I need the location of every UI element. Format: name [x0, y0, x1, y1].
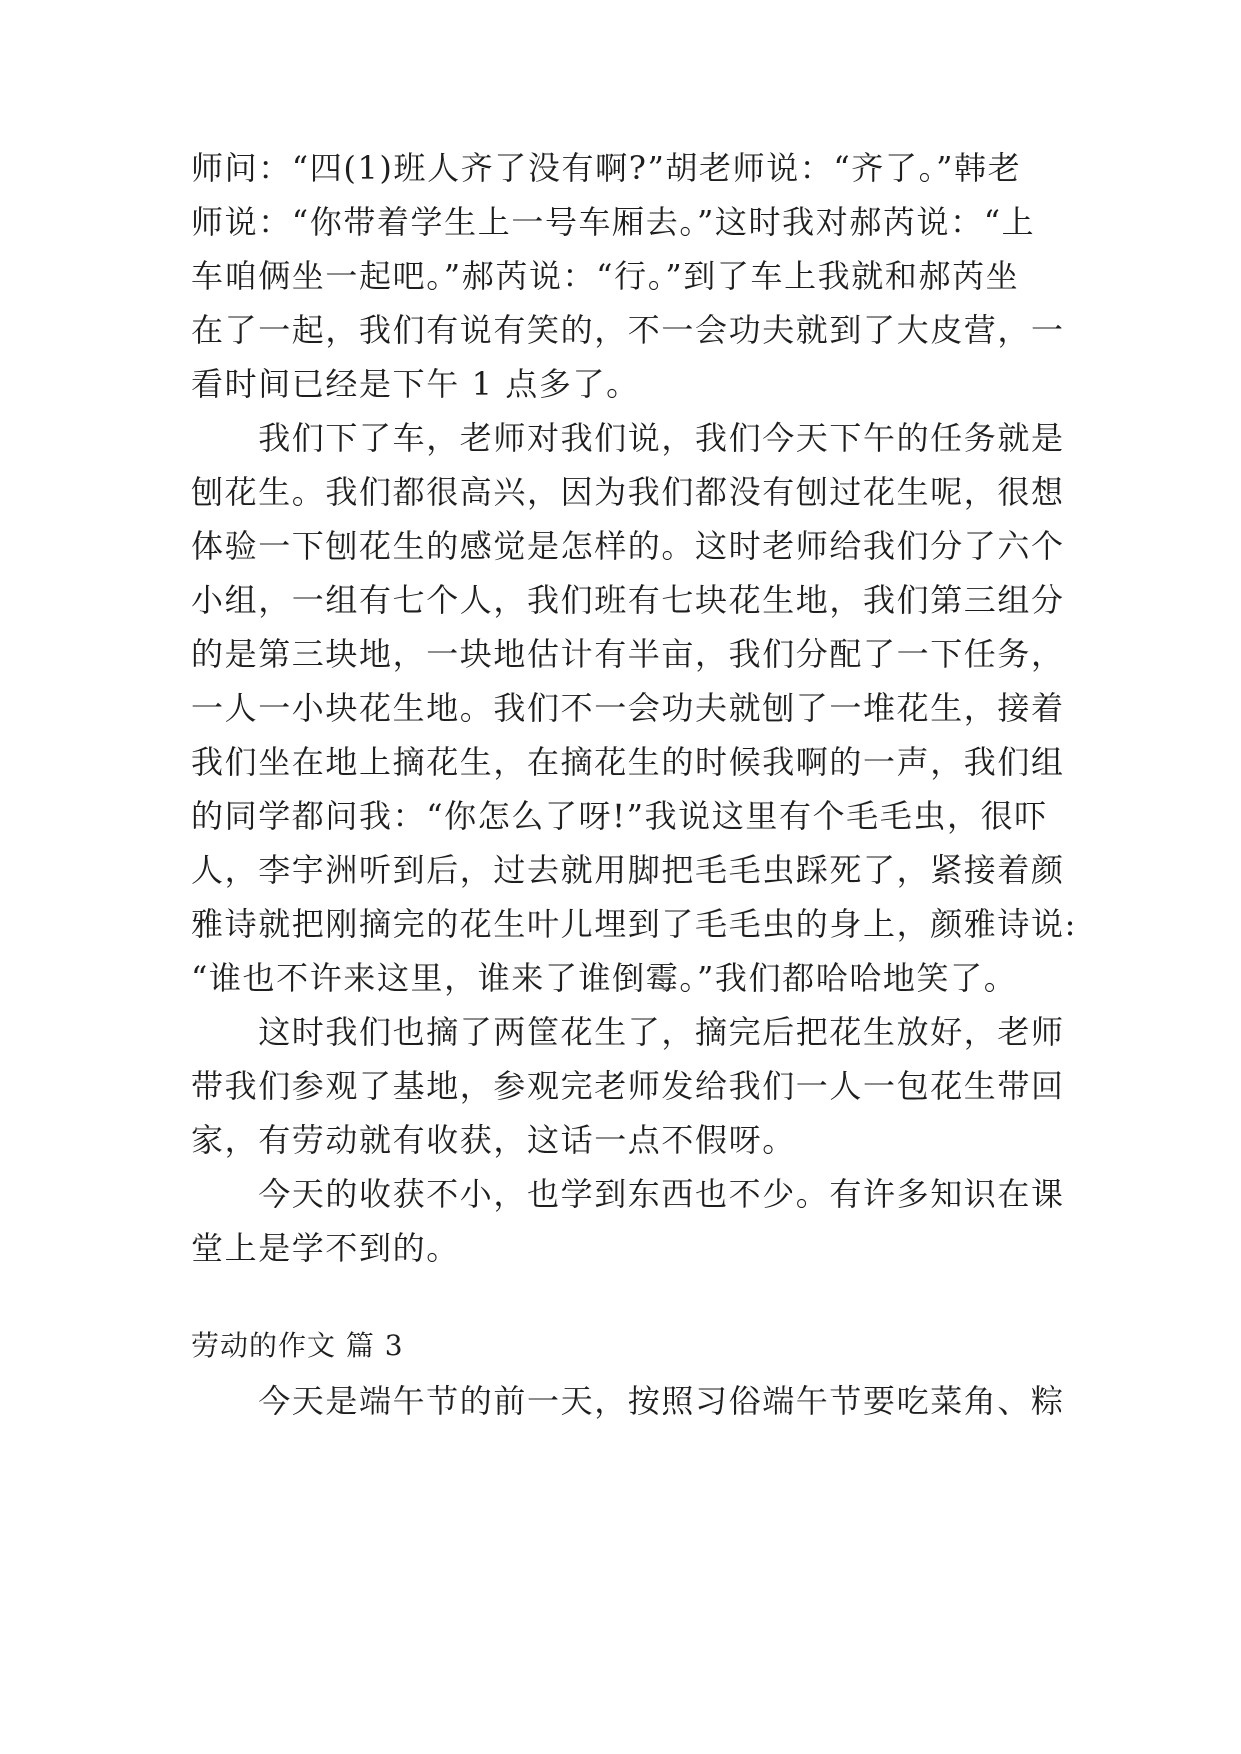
text-line: 一人一小块花生地。我们不一会功夫就刨了一堆花生，接着: [191, 689, 1065, 727]
text-line: 我们坐在地上摘花生，在摘花生的时候我啊的一声，我们组: [191, 743, 1065, 781]
section-heading: 劳动的作文 篇 3: [191, 1329, 404, 1362]
text-line: 今天是端午节的前一天，按照习俗端午节要吃菜角、粽: [191, 1382, 1065, 1420]
text-line: 在了一起，我们有说有笑的，不一会功夫就到了大皮营，一: [191, 311, 1065, 349]
text-line: 人，李宇洲听到后，过去就用脚把毛毛虫踩死了，紧接着颜: [191, 851, 1065, 889]
text-line: 体验一下刨花生的感觉是怎样的。这时老师给我们分了六个: [191, 527, 1065, 565]
text-line: 车咱俩坐一起吧。”郝芮说：“行。”到了车上我就和郝芮坐: [191, 257, 1020, 295]
text-line: 带我们参观了基地，参观完老师发给我们一人一包花生带回: [191, 1067, 1065, 1105]
text-line: 的同学都问我：“你怎么了呀!”我说这里有个毛毛虫，很吓: [191, 797, 1048, 835]
text-line: “谁也不许来这里，谁来了谁倒霉。”我们都哈哈地笑了。: [191, 959, 1018, 997]
text-line: 家，有劳动就有收获，这话一点不假呀。: [191, 1121, 796, 1159]
text-line: 的是第三块地，一块地估计有半亩，我们分配了一下任务，: [191, 635, 1065, 673]
text-line: 看时间已经是下午 1 点多了。: [191, 365, 640, 403]
text-line: 师问：“四(1)班人齐了没有啊?”胡老师说：“齐了。”韩老: [191, 149, 1022, 187]
text-line: 今天的收获不小，也学到东西也不少。有许多知识在课: [191, 1175, 1065, 1213]
text-line: 雅诗就把刚摘完的花生叶儿埋到了毛毛虫的身上，颜雅诗说:: [191, 905, 1077, 943]
text-line: 师说：“你带着学生上一号车厢去。”这时我对郝芮说：“上: [191, 203, 1036, 241]
text-line: 刨花生。我们都很高兴，因为我们都没有刨过花生呢，很想: [191, 473, 1065, 511]
text-line: 小组，一组有七个人，我们班有七块花生地，我们第三组分: [191, 581, 1065, 619]
text-line: 我们下了车，老师对我们说，我们今天下午的任务就是: [191, 419, 1065, 457]
text-line: 堂上是学不到的。: [191, 1229, 460, 1267]
text-line: 这时我们也摘了两筐花生了，摘完后把花生放好，老师: [191, 1013, 1065, 1051]
